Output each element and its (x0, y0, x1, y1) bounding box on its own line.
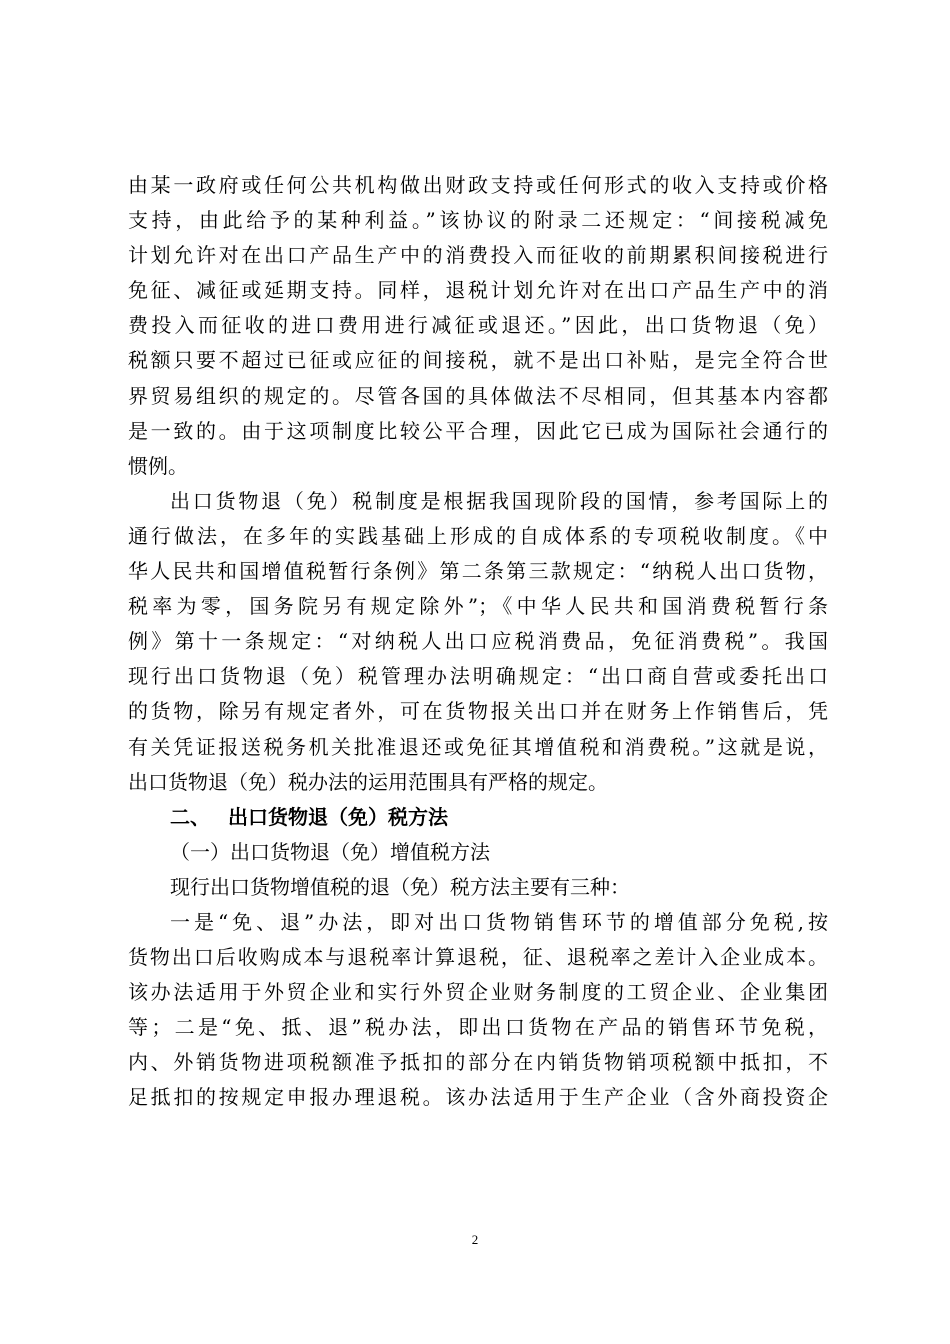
paragraph-2 (128, 484, 828, 800)
document-body (128, 168, 828, 1116)
text-line: 出口货物退（免）税制度是根据我国现阶段的国情，参考国际上的 (170, 488, 828, 513)
paragraph-4 (128, 905, 828, 1116)
page-number: 2 (471, 1232, 479, 1247)
text-line: 一是“免、退”办法，即对出口货物销售环节的增值部分免税,按 (170, 909, 828, 934)
text-line: 等；二是“免、抵、退”税办法，即出口货物在产品的销售环节免税， (128, 1015, 828, 1040)
text-line: 现行出口货物增值税的退（免）税方法主要有三种： (170, 874, 630, 899)
text-line: 通行做法，在多年的实践基础上形成的自成体系的专项税收制度。《中 (128, 523, 828, 548)
text-line: 足抵扣的按规定申报办理退税。该办法适用于生产企业（含外商投资企 (128, 1085, 828, 1110)
text-line: 华人民共和国增值税暂行条例》第二条第三款规定：“纳税人出口货物， (128, 559, 828, 584)
text-line: 是一致的。由于这项制度比较公平合理，因此它已成为国际社会通行的 (128, 418, 828, 443)
text-line: 由某一政府或任何公共机构做出财政支持或任何形式的收入支持或价格 (128, 173, 828, 197)
paragraph-3 (128, 870, 828, 905)
section-number: 二、 (170, 804, 210, 829)
paragraph-1 (128, 168, 828, 484)
text-line: 有关凭证报送税务机关批准退还或免征其增值税和消费税。”这就是说， (128, 734, 828, 759)
text-line: 税额只要不超过已征或应征的间接税，就不是出口补贴，是完全符合世 (128, 348, 828, 373)
text-line: 例》第十一条规定：“对纳税人出口应税消费品，免征消费税”。我国 (128, 629, 828, 654)
text-line: 界贸易组织的规定的。尽管各国的具体做法不尽相同，但其基本内容都 (128, 383, 828, 408)
text-line: 支持，由此给予的某种利益。”该协议的附录二还规定：“间接税减免 (128, 208, 828, 233)
text-line: 的货物，除另有规定者外，可在货物报关出口并在财务上作销售后，凭 (128, 699, 828, 724)
text-line: 惯例。 (128, 453, 188, 478)
text-line: 费投入而征收的进口费用进行减征或退还。”因此，出口货物退（免） (128, 313, 828, 338)
text-line: 货物出口后收购成本与退税率计算退税，征、退税率之差计入企业成本。 (128, 945, 828, 970)
section-heading (128, 800, 828, 835)
subsection-heading: （一）出口货物退（免）增值税方法 (170, 839, 490, 864)
text-line: 出口货物退（免）税办法的运用范围具有严格的规定。 (128, 769, 608, 794)
text-line: 计划允许对在出口产品生产中的消费投入而征收的前期累积间接税进行 (128, 243, 828, 268)
text-line: 内、外销货物进项税额准予抵扣的部分在内销货物销项税额中抵扣，不 (128, 1050, 828, 1075)
text-line: 该办法适用于外贸企业和实行外贸企业财务制度的工贸企业、企业集团 (128, 980, 828, 1005)
section-title: 出口货物退（免）税方法 (228, 804, 448, 829)
text-line: 现行出口货物退（免）税管理办法明确规定：“出口商自营或委托出口 (128, 664, 828, 689)
text-line: 税率为零，国务院另有规定除外”；《中华人民共和国消费税暂行条 (128, 594, 828, 619)
text-line: 免征、减征或延期支持。同样，退税计划允许对在出口产品生产中的消 (128, 278, 828, 303)
